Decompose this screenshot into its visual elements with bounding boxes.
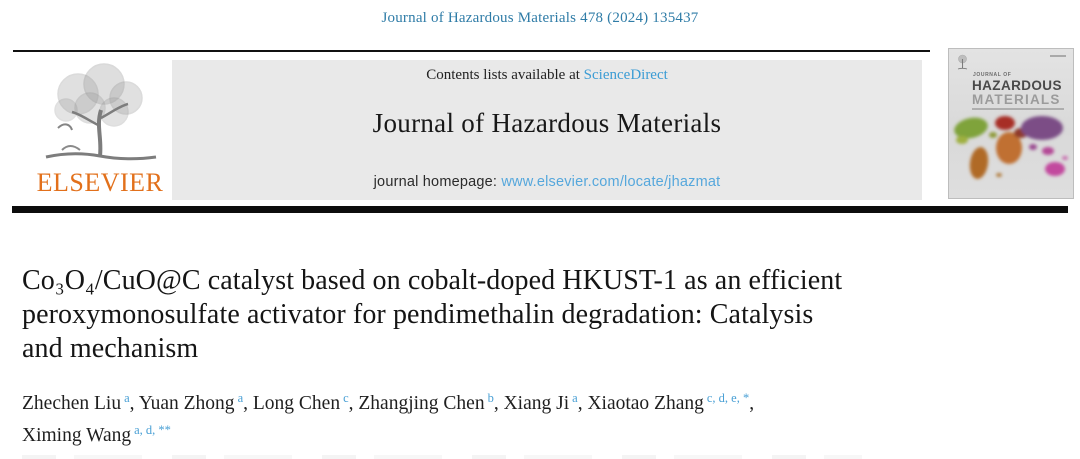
cutoff-text-remnant bbox=[22, 455, 862, 459]
author-affiliation-marker: a bbox=[572, 390, 578, 405]
article-title bbox=[22, 264, 1022, 366]
author-separator: , bbox=[129, 393, 139, 414]
author-affiliation-marker: c, d, e, * bbox=[706, 390, 750, 405]
author-name: Zhangjing Chen bbox=[358, 393, 485, 414]
author bbox=[358, 390, 494, 414]
author bbox=[22, 422, 171, 446]
author-line-2 bbox=[22, 420, 1067, 452]
sciencedirect-link[interactable]: ScienceDirect bbox=[583, 67, 668, 83]
author-list bbox=[22, 388, 1067, 452]
author bbox=[503, 390, 578, 414]
author-separator: , bbox=[749, 393, 755, 414]
cover-title-hazardous: HAZARDOUS bbox=[972, 78, 1062, 93]
author-affiliation-marker: b bbox=[487, 390, 494, 405]
cover-kicker: JOURNAL OF bbox=[973, 72, 1012, 78]
cover-elsevier-tree-icon bbox=[956, 54, 969, 71]
author-line-1 bbox=[22, 388, 1067, 420]
contents-line bbox=[172, 67, 922, 84]
author bbox=[252, 390, 349, 414]
cover-subtitle-line bbox=[972, 108, 1064, 110]
section-divider-bar bbox=[12, 206, 1068, 213]
elsevier-logo[interactable] bbox=[30, 58, 170, 200]
author bbox=[138, 390, 244, 414]
masthead-box bbox=[172, 60, 922, 200]
top-rule bbox=[13, 50, 930, 52]
author-name: Xiang Ji bbox=[503, 393, 570, 414]
journal-homepage-link[interactable]: www.elsevier.com/locate/jhazmat bbox=[501, 174, 721, 190]
author-name: Long Chen bbox=[252, 393, 341, 414]
author bbox=[22, 390, 130, 414]
article-title-line-1: Co₃O₄/CuO@C catalyst based on cobalt-doped HKUST-1 as an efficient bbox=[22, 265, 843, 296]
article-title-line-2: peroxymonosulfate activator for pendimethalin degradation: Catalysis bbox=[22, 299, 814, 330]
journal-cover-thumbnail[interactable] bbox=[948, 48, 1074, 199]
author-name: Zhechen Liu bbox=[22, 393, 122, 414]
author-separator: , bbox=[577, 393, 588, 414]
homepage-line bbox=[172, 174, 922, 190]
journal-name: Journal of Hazardous Materials bbox=[372, 108, 722, 138]
homepage-label: journal homepage: bbox=[373, 174, 502, 190]
elsevier-tree-icon bbox=[38, 60, 162, 170]
author-separator: , bbox=[243, 393, 253, 414]
author-separator: , bbox=[348, 393, 359, 414]
author-affiliation-marker: a bbox=[237, 390, 244, 405]
world-map-graphic bbox=[949, 111, 1073, 199]
contents-line-prefix: Contents lists available at bbox=[426, 67, 584, 83]
author-name: Ximing Wang bbox=[22, 425, 132, 446]
elsevier-wordmark: ELSEVIER bbox=[36, 168, 164, 197]
article-title-line-3: and mechanism bbox=[22, 333, 199, 364]
author-name: Xiaotao Zhang bbox=[587, 393, 704, 414]
author-affiliation-marker: a, d, ** bbox=[134, 422, 171, 437]
running-head-citation: Journal of Hazardous Materials 478 (2024) 135437 bbox=[381, 10, 699, 26]
author bbox=[587, 390, 750, 414]
author-name: Yuan Zhong bbox=[138, 393, 235, 414]
cover-title-materials: MATERIALS bbox=[972, 92, 1061, 107]
author-affiliation-marker: c bbox=[343, 390, 349, 405]
author-affiliation-marker: a bbox=[124, 390, 130, 405]
cover-volume-info bbox=[1050, 55, 1066, 57]
author-separator: , bbox=[493, 393, 504, 414]
